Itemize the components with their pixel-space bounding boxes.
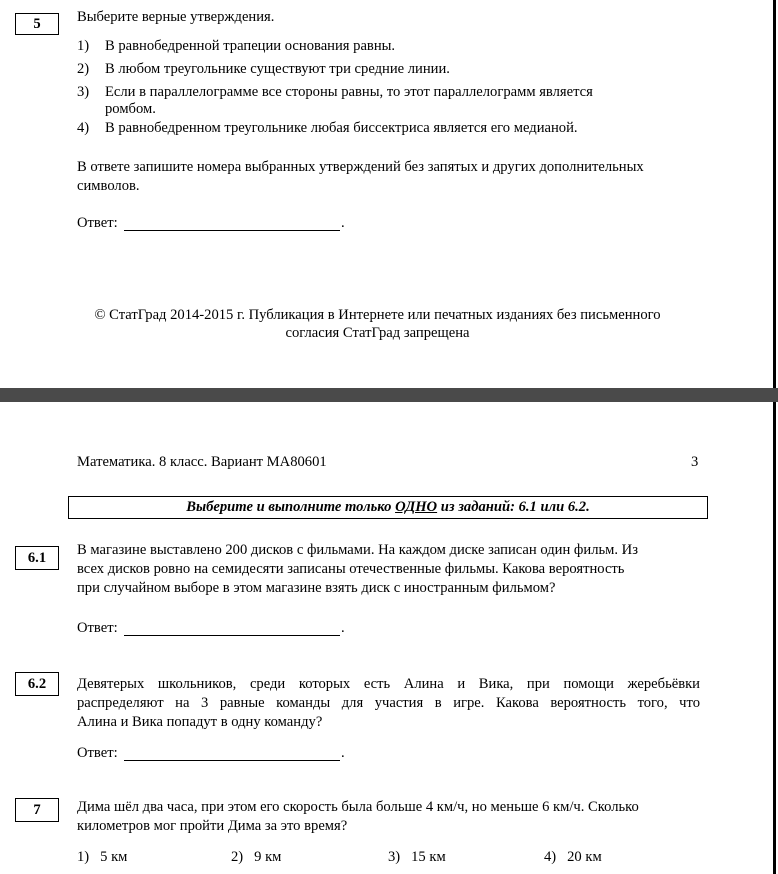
- task-5-number: 5: [15, 13, 59, 35]
- statement-2: [77, 60, 717, 79]
- task-5-instruction-line-2: символов.: [77, 178, 140, 194]
- statement-3: [77, 83, 717, 121]
- page-number: 3: [691, 454, 699, 470]
- option-value: 9 км: [254, 849, 282, 865]
- option-value: 20 км: [567, 849, 602, 865]
- option-number: 3): [388, 849, 401, 865]
- task-6-1-answer-dot: .: [341, 620, 345, 636]
- task-5-answer-dot: .: [341, 215, 345, 231]
- statement-number: 1): [77, 38, 90, 54]
- copyright-line-2: согласия СтатГрад запрещена: [285, 325, 470, 341]
- task-7-line-1: Дима шёл два часа, при этом его скорость была больше 4 км/ч, но меньше 6 км/ч. Сколько: [77, 799, 639, 815]
- task-6-2-answer-dot: .: [341, 745, 345, 761]
- task-7-option-1[interactable]: [77, 848, 127, 867]
- option-number: 1): [77, 849, 90, 865]
- option-value: 15 км: [411, 849, 446, 865]
- statement-number: 2): [77, 61, 90, 77]
- copyright-line-1: © СтатГрад 2014-2015 г. Публикация в Интернете или печатных изданиях без письменного: [94, 307, 661, 323]
- task-7-option-2[interactable]: [231, 848, 281, 867]
- statement-number: 3): [77, 84, 90, 100]
- option-number: 2): [231, 849, 244, 865]
- task-7-number: 7: [15, 798, 59, 822]
- task-6-2-line-1: Девятерых школьников, среди которых есть Алина и Вика, при помощи жеребьёвки: [77, 676, 700, 692]
- task-6-1-line-1: В магазине выставлено 200 дисков с фильмами. На каждом диске записан один фильм. Из: [77, 542, 638, 558]
- page-bottom: [0, 402, 776, 874]
- statement-text: В любом треугольнике существуют три средние линии.: [105, 61, 450, 77]
- statement-text: В равнобедренном треугольнике любая биссектриса является его медианой.: [105, 120, 578, 136]
- task-5-answer-field[interactable]: [124, 230, 340, 231]
- statement-1: [77, 37, 717, 56]
- task-6-2-answer-field[interactable]: [124, 760, 340, 761]
- banner-text-underlined: ОДНО: [395, 499, 438, 515]
- task-7-line-2: километров мог пройти Дима за это время?: [77, 818, 348, 834]
- statement-number: 4): [77, 120, 90, 136]
- task-5-instruction-line-1: В ответе запишите номера выбранных утверждений без запятых и других дополнительных: [77, 159, 644, 175]
- task-6-1-answer-label: Ответ:: [77, 620, 118, 636]
- page-top: [0, 0, 776, 388]
- option-value: 5 км: [100, 849, 128, 865]
- task-5-prompt: Выберите верные утверждения.: [77, 9, 275, 25]
- header-title: Математика. 8 класс. Вариант МА80601: [77, 454, 327, 470]
- page-separator: [0, 388, 778, 402]
- choice-banner: [68, 496, 708, 519]
- option-number: 4): [544, 849, 557, 865]
- task-6-2-line-3: Алина и Вика попадут в одну команду?: [77, 714, 323, 730]
- task-7-option-3[interactable]: [388, 848, 446, 867]
- task-7-option-4[interactable]: [544, 848, 602, 867]
- task-6-1-line-2: всех дисков ровно на семидесяти записаны отечественные фильмы. Какова вероятность: [77, 561, 625, 577]
- statement-text: Если в параллелограмме все стороны равны, то этот параллелограмм является: [105, 84, 593, 100]
- banner-text-before: Выберите и выполните только: [186, 499, 396, 515]
- task-6-2-number: 6.2: [15, 672, 59, 696]
- banner-text-after: из заданий: 6.1 или 6.2.: [437, 499, 590, 515]
- statement-text-cont: ромбом.: [105, 101, 156, 117]
- task-6-1-answer-field[interactable]: [124, 635, 340, 636]
- statement-4: [77, 119, 717, 138]
- task-5-answer-label: Ответ:: [77, 215, 118, 231]
- task-6-1-line-3: при случайном выборе в этом магазине взять диск с иностранным фильмом?: [77, 580, 556, 596]
- statement-text: В равнобедренной трапеции основания равны.: [105, 38, 396, 54]
- task-6-2-answer-label: Ответ:: [77, 745, 118, 761]
- task-6-1-number: 6.1: [15, 546, 59, 570]
- task-6-2-line-2: распределяют на 3 равные команды для участия в игре. Какова вероятность того, что: [77, 695, 700, 711]
